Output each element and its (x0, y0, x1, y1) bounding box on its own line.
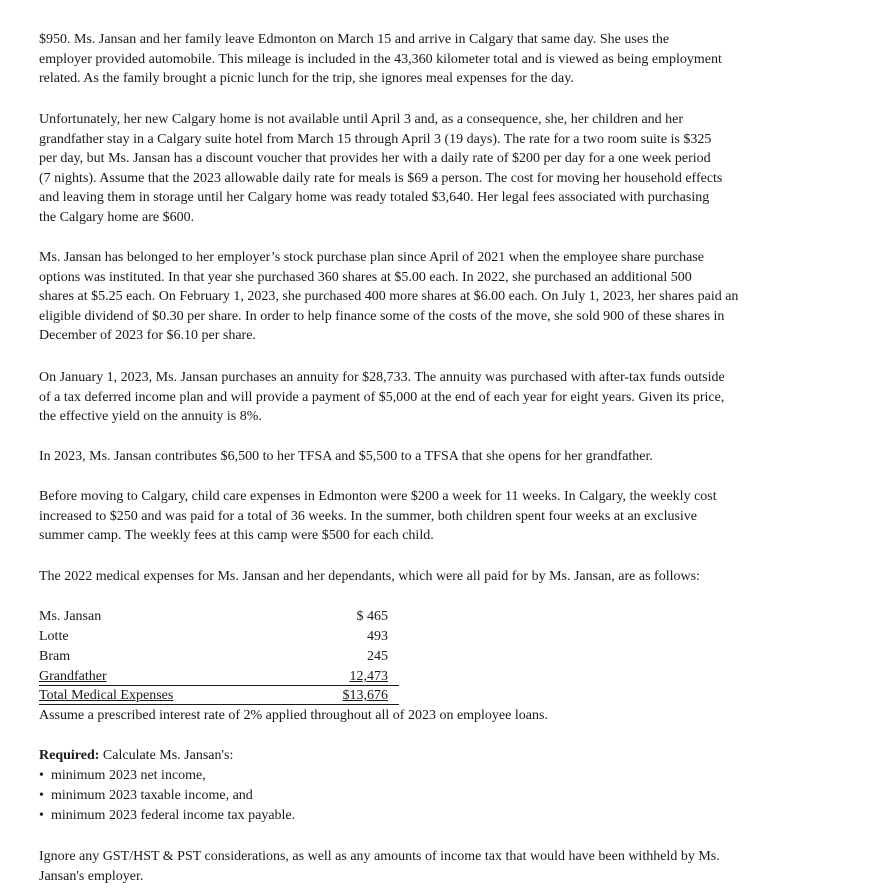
table-row (39, 627, 399, 647)
text-line: Before moving to Calgary, child care expenses in Edmonton were $200 a week for 11 weeks. In Calgary, the weekly cost (39, 489, 717, 504)
text-line: and leaving them in storage until her Calgary home was ready totaled $3,640. Her legal fees associated with purchasing (39, 190, 710, 206)
text-line: In 2023, Ms. Jansan contributes $6,500 to her TFSA and $5,500 to a TFSA that she opens for her grandfather. (39, 449, 653, 464)
paragraph-stock-purchase (39, 248, 844, 346)
text-line: December of 2023 for $6.10 per share. (39, 328, 256, 344)
table-total-row (39, 686, 399, 705)
text-line: Jansan's employer. (39, 868, 144, 884)
paragraph-hotel-stay (39, 110, 844, 228)
text-line: The 2022 medical expenses for Ms. Jansan and her dependants, which were all paid for by Ms. Jansan, are as follows: (39, 569, 700, 584)
paragraph-closing-note (39, 847, 844, 886)
paragraph-medical-intro (39, 567, 844, 587)
text-line: employer provided automobile. This mileage is included in the 43,360 kilometer total and is viewed as being employment (39, 51, 722, 67)
list-item (39, 786, 295, 806)
row-label: Bram (39, 649, 71, 664)
table-row (39, 607, 399, 627)
text-line: Ms. Jansan has belonged to her employer’s stock purchase plan since April of 2021 when the employee share purchase (39, 250, 704, 265)
text-line: (7 nights). Assume that the 2023 allowable daily rate for meals is $69 a person. The cost for moving her household effects (39, 170, 723, 186)
list-item-text: minimum 2023 federal income tax payable. (51, 808, 296, 823)
row-amount: $13,676 (342, 688, 388, 703)
row-amount: $ 465 (356, 609, 388, 624)
text-line: the Calgary home are $600. (39, 209, 195, 225)
assumption-text: Assume a prescribed interest rate of 2% applied throughout all of 2023 on employee loans. (39, 708, 548, 723)
list-item (39, 766, 295, 786)
text-line: increased to $250 and was paid for a total of 36 weeks. In the summer, both children spent four weeks at an exclusive (39, 508, 698, 524)
required-intro-text: Calculate Ms. Jansan's: (99, 748, 234, 763)
row-label: Total Medical Expenses (39, 688, 174, 703)
text-line: shares at $5.25 each. On February 1, 2023, she purchased 400 more shares at $6.00 each. On July 1, 2023, her shares paid an (39, 289, 739, 305)
paragraph-moving-trip (39, 30, 844, 89)
row-label: Grandfather (39, 669, 107, 684)
text-line: per day, but Ms. Jansan has a discount voucher that provides her with a daily rate of $200 per day for a one week period (39, 151, 711, 167)
medical-expenses-table (39, 607, 399, 705)
text-line: On January 1, 2023, Ms. Jansan purchases an annuity for $28,733. The annuity was purchased with after-tax funds outside (39, 370, 725, 385)
paragraph-tfsa (39, 447, 844, 467)
paragraph-annuity (39, 368, 844, 427)
text-line: Unfortunately, her new Calgary home is not available until April 3 and, as a consequence, she, her children and her (39, 112, 684, 127)
text-line: grandfather stay in a Calgary suite hotel from March 15 through April 3 (19 days). The rate for a two room suite is $325 (39, 131, 712, 147)
list-item-text: minimum 2023 taxable income, and (51, 788, 253, 803)
text-line: summer camp. The weekly fees at this camp were $500 for each child. (39, 528, 434, 544)
bullet-icon: • (39, 768, 44, 783)
text-line: $950. Ms. Jansan and her family leave Edmonton on March 15 and arrive in Calgary that same day. She uses the (39, 32, 670, 47)
required-intro (39, 746, 295, 766)
table-row (39, 647, 399, 667)
row-amount: 12,473 (349, 669, 388, 684)
text-line: options was instituted. In that year she purchased 360 shares at $5.00 each. In 2022, she purchased an additional 500 (39, 269, 692, 285)
text-line: related. As the family brought a picnic lunch for the trip, she ignores meal expenses for the day. (39, 71, 574, 87)
row-amount: 493 (367, 629, 388, 644)
list-item (39, 806, 295, 826)
text-line: eligible dividend of $0.30 per share. In order to help finance some of the costs of the move, she sold 900 of these shares in (39, 308, 725, 324)
row-label: Ms. Jansan (39, 609, 102, 624)
paragraph-child-care (39, 487, 844, 546)
bullet-icon: • (39, 788, 44, 803)
bullet-icon: • (39, 808, 44, 823)
required-heading: Required: (39, 748, 100, 763)
text-line: Ignore any GST/HST & PST considerations, as well as any amounts of income tax that would have been withheld by Ms. (39, 849, 720, 864)
required-section (39, 746, 295, 826)
text-line: the effective yield on the annuity is 8%. (39, 409, 262, 425)
text-line: of a tax deferred income plan and will provide a payment of $5,000 at the end of each year for eight years. Given its price, (39, 389, 725, 405)
row-amount: 245 (367, 649, 388, 664)
table-row (39, 667, 399, 686)
list-item-text: minimum 2023 net income, (51, 768, 206, 783)
row-label: Lotte (39, 629, 69, 644)
